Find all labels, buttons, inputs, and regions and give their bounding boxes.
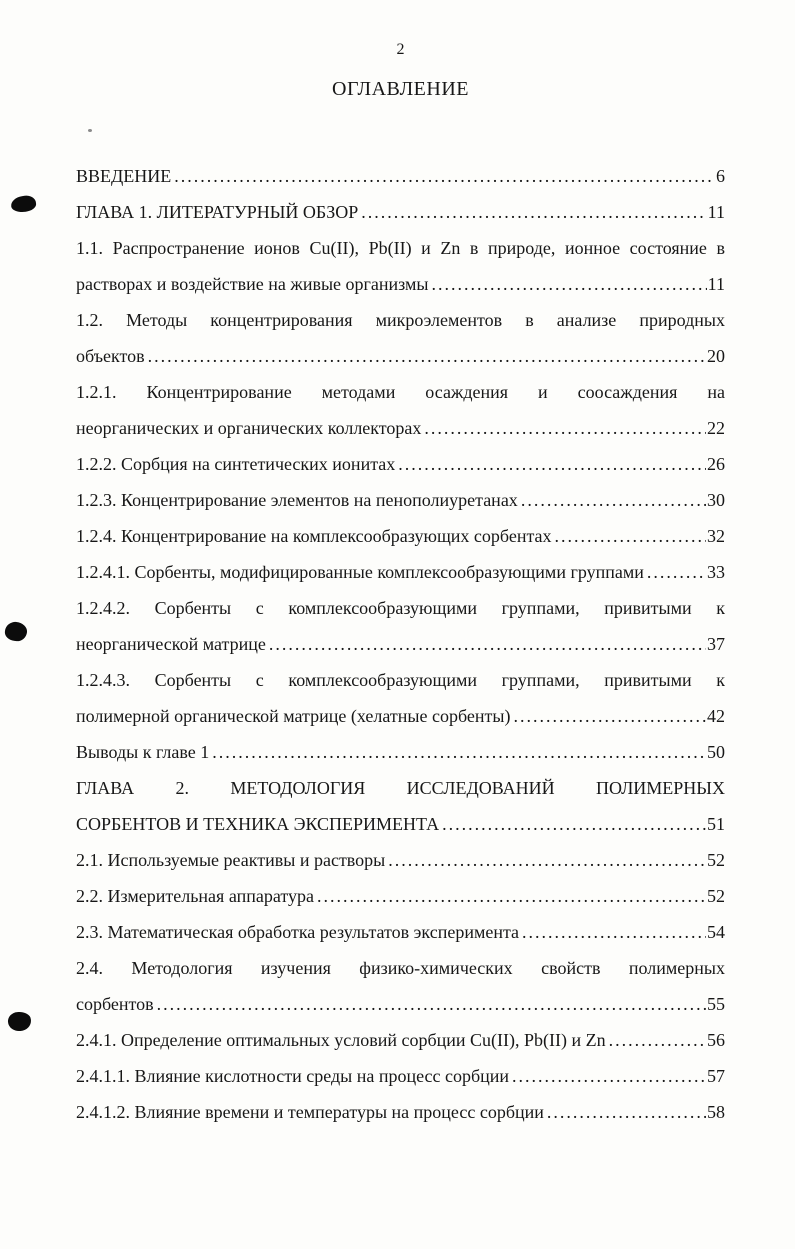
toc-entry-page-number: 32 [707, 526, 725, 546]
toc-entry-page-number: 58 [707, 1102, 725, 1122]
toc-entry-text: 2.3. Математическая обработка результатов эксперимента [76, 922, 520, 942]
dot-leader [432, 266, 707, 302]
toc-entry [76, 842, 725, 878]
toc-entry-text: 2.2. Измерительная аппаратура [76, 886, 314, 906]
toc-entry-line: ГЛАВА 2. МЕТОДОЛОГИЯ ИССЛЕДОВАНИЙ ПОЛИМЕРНЫХ [76, 778, 725, 798]
toc-entry-text: 2.4.1. Определение оптимальных условий сорбции Cu(II), Pb(II) и Zn [76, 1030, 606, 1050]
punch-hole-mark-icon [4, 621, 28, 642]
toc-entry-line [76, 878, 725, 914]
toc-entry-line [76, 410, 725, 446]
toc-entry-page-number: 57 [707, 1066, 725, 1086]
toc-entry [76, 482, 725, 518]
toc-entry-line [76, 1094, 725, 1130]
dot-leader [317, 878, 706, 914]
toc-entry-text: объектов [76, 346, 145, 366]
toc-entry-line [76, 626, 725, 662]
dot-leader [521, 482, 706, 518]
toc-entry-text: 2.1. Используемые реактивы и растворы [76, 850, 386, 870]
toc-entry-page-number: 55 [707, 994, 725, 1014]
dot-leader [269, 626, 706, 662]
toc-entry [76, 446, 725, 482]
toc-entry [76, 1058, 725, 1094]
toc-entry [76, 662, 725, 734]
toc-entry-line: 1.2. Методы концентрирования микроэлементов в анализе природных [76, 310, 725, 330]
toc-entry-text: 1.2.2. Сорбция на синтетических ионитах [76, 454, 396, 474]
toc-entry [76, 158, 725, 194]
toc-entry-line [76, 338, 725, 374]
dot-leader [398, 446, 706, 482]
dot-leader [513, 698, 706, 734]
toc-entry-line: 2.4. Методология изучения физико-химических свойств полимерных [76, 958, 725, 978]
dot-leader [647, 554, 706, 590]
punch-hole-mark-icon [10, 194, 37, 213]
toc-entry-line: 1.2.1. Концентрирование методами осаждения и соосаждения на [76, 382, 725, 402]
toc-entry [76, 194, 725, 230]
toc-entry-line: 1.2.4.3. Сорбенты с комплексообразующими группами, привитыми к [76, 670, 725, 690]
toc-entry-text: 1.2.4. Концентрирование на комплексообразующих сорбентах [76, 526, 552, 546]
toc-entry-page-number: 6 [716, 166, 725, 186]
toc-entry [76, 734, 725, 770]
dot-leader [148, 338, 706, 374]
toc-entry [76, 554, 725, 590]
toc-entry-page-number: 50 [707, 742, 725, 762]
dot-leader [361, 194, 706, 230]
page-title: ОГЛАВЛЕНИЕ [332, 78, 469, 100]
toc-entry-page-number: 54 [707, 922, 725, 942]
toc-list [76, 158, 725, 1130]
toc-entry-line: 1.2.4.2. Сорбенты с комплексообразующими группами, привитыми к [76, 598, 725, 618]
dot-leader [609, 1022, 706, 1058]
toc-entry-text: сорбентов [76, 994, 154, 1014]
toc-entry-line [76, 698, 725, 734]
dot-leader [174, 158, 715, 194]
page-content [76, 40, 725, 1130]
toc-entry-page-number: 11 [707, 274, 725, 294]
dot-leader [212, 734, 706, 770]
toc-entry-page-number: 11 [707, 202, 725, 222]
toc-entry [76, 1022, 725, 1058]
toc-entry-page-number: 42 [707, 706, 725, 726]
toc-entry [76, 518, 725, 554]
toc-entry-line [76, 914, 725, 950]
page-number: 2 [396, 41, 405, 58]
dot-leader [547, 1094, 706, 1130]
toc-entry-line [76, 1058, 725, 1094]
toc-entry-page-number: 22 [707, 418, 725, 438]
toc-entry-line [76, 194, 725, 230]
toc-entry-page-number: 51 [707, 814, 725, 834]
toc-entry-text: неорганических и органических коллекторах [76, 418, 422, 438]
dot-leader [555, 518, 706, 554]
toc-entry-line [76, 446, 725, 482]
toc-entry-line [76, 482, 725, 518]
toc-entry-page-number: 52 [707, 886, 725, 906]
toc-entry-line [76, 158, 725, 194]
toc-entry [76, 302, 725, 374]
dot-leader [512, 1058, 706, 1094]
toc-entry-text: 2.4.1.2. Влияние времени и температуры на процесс сорбции [76, 1102, 544, 1122]
toc-entry [76, 374, 725, 446]
toc-entry-page-number: 56 [707, 1030, 725, 1050]
toc-entry [76, 950, 725, 1022]
toc-entry-text: СОРБЕНТОВ И ТЕХНИКА ЭКСПЕРИМЕНТА [76, 814, 440, 834]
toc-entry-text: 1.2.3. Концентрирование элементов на пенополиуретанах [76, 490, 518, 510]
toc-entry [76, 914, 725, 950]
toc-entry-line [76, 1022, 725, 1058]
toc-entry-page-number: 33 [707, 562, 725, 582]
toc-entry-text: ВВЕДЕНИЕ [76, 166, 172, 186]
toc-entry-page-number: 26 [707, 454, 725, 474]
toc-entry-line [76, 266, 725, 302]
toc-entry-line: 1.1. Распространение ионов Cu(II), Pb(II) и Zn в природе, ионное состояние в [76, 238, 725, 258]
toc-entry-page-number: 30 [707, 490, 725, 510]
toc-entry-text: 2.4.1.1. Влияние кислотности среды на процесс сорбции [76, 1066, 510, 1086]
dot-leader [442, 806, 706, 842]
toc-entry-page-number: 37 [707, 634, 725, 654]
toc-entry-page-number: 20 [707, 346, 725, 366]
dot-leader [522, 914, 706, 950]
toc-entry-line [76, 518, 725, 554]
toc-entry-text: 1.2.4.1. Сорбенты, модифицированные комплексообразующими группами [76, 562, 644, 582]
dot-leader [388, 842, 706, 878]
punch-hole-mark-icon [7, 1011, 31, 1032]
toc-entry-text: полимерной органической матрице (хелатные сорбенты) [76, 706, 511, 726]
toc-entry-line [76, 986, 725, 1022]
toc-entry [76, 1094, 725, 1130]
toc-entry-text: Выводы к главе 1 [76, 742, 210, 762]
toc-entry-line [76, 806, 725, 842]
toc-entry-page-number: 52 [707, 850, 725, 870]
toc-entry [76, 878, 725, 914]
toc-entry [76, 230, 725, 302]
toc-entry-text: ГЛАВА 1. ЛИТЕРАТУРНЫЙ ОБЗОР [76, 202, 359, 222]
toc-entry-line [76, 554, 725, 590]
toc-entry-text: растворах и воздействие на живые организмы [76, 274, 429, 294]
toc-entry-line [76, 734, 725, 770]
toc-entry-line [76, 842, 725, 878]
toc-entry [76, 590, 725, 662]
toc-entry-text: неорганической матрице [76, 634, 266, 654]
dot-leader [424, 410, 706, 446]
toc-entry [76, 770, 725, 842]
dot-leader [157, 986, 706, 1022]
